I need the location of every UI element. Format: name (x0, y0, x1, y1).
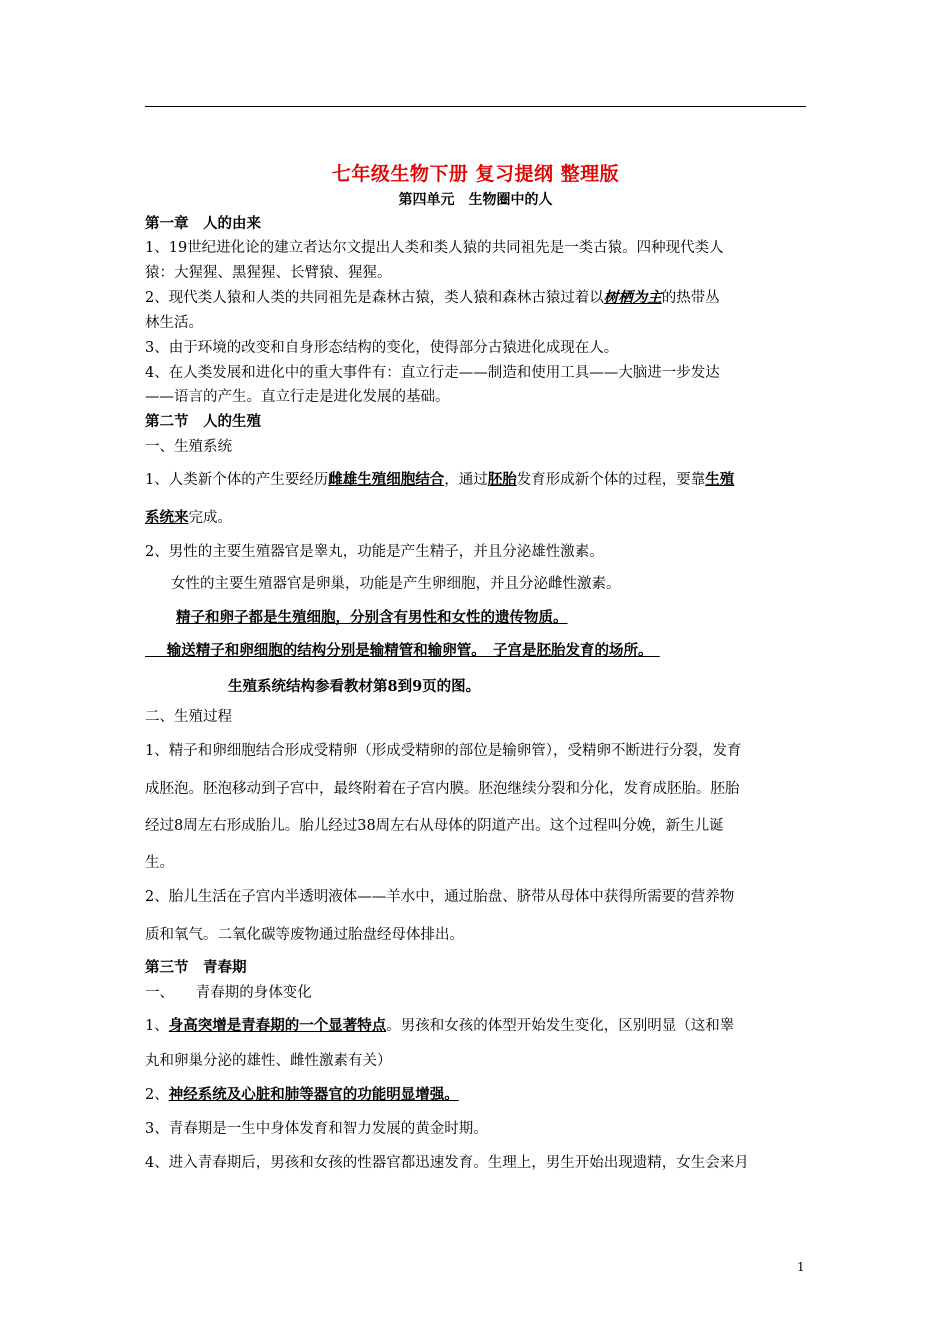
sec3-para-1a: 1、身高突增是青春期的一个显著特点。男孩和女孩的体型开始发生变化，区别明显（这和睾 (145, 1017, 735, 1034)
sec3-subheading-1: 一、 青春期的身体变化 (145, 985, 312, 1001)
sec2-q1c: 经过8周左右形成胎儿。胎儿经过38周左右从母体的阴道产出。这个过程叫分娩，新生儿诞 (145, 818, 724, 834)
sec2-para-2: 2、男性的主要生殖器官是睾丸，功能是产生精子，并且分泌雄性激素。 (145, 544, 604, 560)
sec2-para-1b: 系统来完成。 (145, 509, 232, 526)
sec2-q1d: 生。 (145, 855, 174, 871)
sec3-para-1b: 丸和卵巢分泌的雄性、雌性激素有关） (145, 1053, 392, 1069)
sec2-para-3: 女性的主要生殖器官是卵巢，功能是产生卵细胞，并且分泌雌性激素。 (171, 576, 621, 592)
sec2-subheading-1: 一、生殖系统 (145, 439, 232, 455)
sec2-para-4: 精子和卵子都是生殖细胞，分别含有男性和女性的遗传物质。 (176, 609, 568, 626)
header-rule (145, 106, 806, 107)
sec3-para-2: 2、神经系统及心脏和肺等器官的功能明显增强。 (145, 1086, 459, 1103)
page-number: 1 (797, 1260, 805, 1274)
section-3-heading: 第三节 青春期 (145, 959, 247, 976)
sec2-para-1a: 1、人类新个体的产生要经历雌雄生殖细胞结合，通过胚胎发育形成新个体的过程，要靠生殖 (145, 471, 735, 488)
unit-title: 第四单元 生物圈中的人 (398, 192, 553, 208)
ch1-para-2b: 林生活。 (145, 315, 203, 331)
ch1-para-4a: 4、在人类发展和进化中的重大事件有：直立行走——制造和使用工具——大脑进一步发达 (145, 365, 720, 381)
sec2-subheading-2: 二、生殖过程 (145, 709, 232, 725)
section-2-heading: 第二节 人的生殖 (145, 413, 261, 430)
document-title: 七年级生物下册 复习提纲 整理版 (331, 163, 620, 185)
ch1-para-1a: 1、19世纪进化论的建立者达尔文提出人类和类人猿的共同祖先是一类古猿。四种现代类人 (145, 240, 724, 256)
ch1-para-1b: 猿：大猩猩、黑猩猩、长臂猿、猩猩。 (145, 265, 392, 281)
emphasis: 树栖为主 (603, 289, 662, 306)
sec2-q2b: 质和氧气。二氧化碳等废物通过胎盘经母体排出。 (145, 927, 464, 943)
ch1-para-3: 3、由于环境的改变和自身形态结构的变化，使得部分古猿进化成现在人。 (145, 340, 619, 356)
sec2-para-5: 输送精子和卵细胞的结构分别是输精管和输卵管。 子宫是胚胎发育的场所。 (166, 642, 653, 659)
sec2-q1b: 成胚泡。胚泡移动到子宫中，最终附着在子宫内膜。胚泡继续分裂和分化，发育成胚胎。胚胎 (145, 781, 740, 797)
sec3-para-3: 3、青春期是一生中身体发育和智力发展的黄金时期。 (145, 1121, 488, 1137)
sec3-para-4: 4、进入青春期后，男孩和女孩的性器官都迅速发育。生理上，男生开始出现遗精，女生会来月 (145, 1155, 749, 1171)
sec2-q1a: 1、精子和卵细胞结合形成受精卵（形成受精卵的部位是输卵管），受精卵不断进行分裂，发育 (145, 743, 742, 759)
sec2-para-6: 生殖系统结构参看教材第8到9页的图。 (228, 678, 481, 695)
chapter-1-heading: 第一章 人的由来 (145, 215, 261, 232)
sec2-q2a: 2、胎儿生活在子宫内半透明液体——羊水中，通过胎盘、脐带从母体中获得所需要的营养物 (145, 889, 735, 905)
ch1-para-4b: ——语言的产生。直立行走是进化发展的基础。 (145, 389, 450, 405)
ch1-para-2a: 2、现代类人猿和人类的共同祖先是森林古猿，类人猿和森林古猿过着以树栖为主的热带丛 (145, 289, 720, 306)
